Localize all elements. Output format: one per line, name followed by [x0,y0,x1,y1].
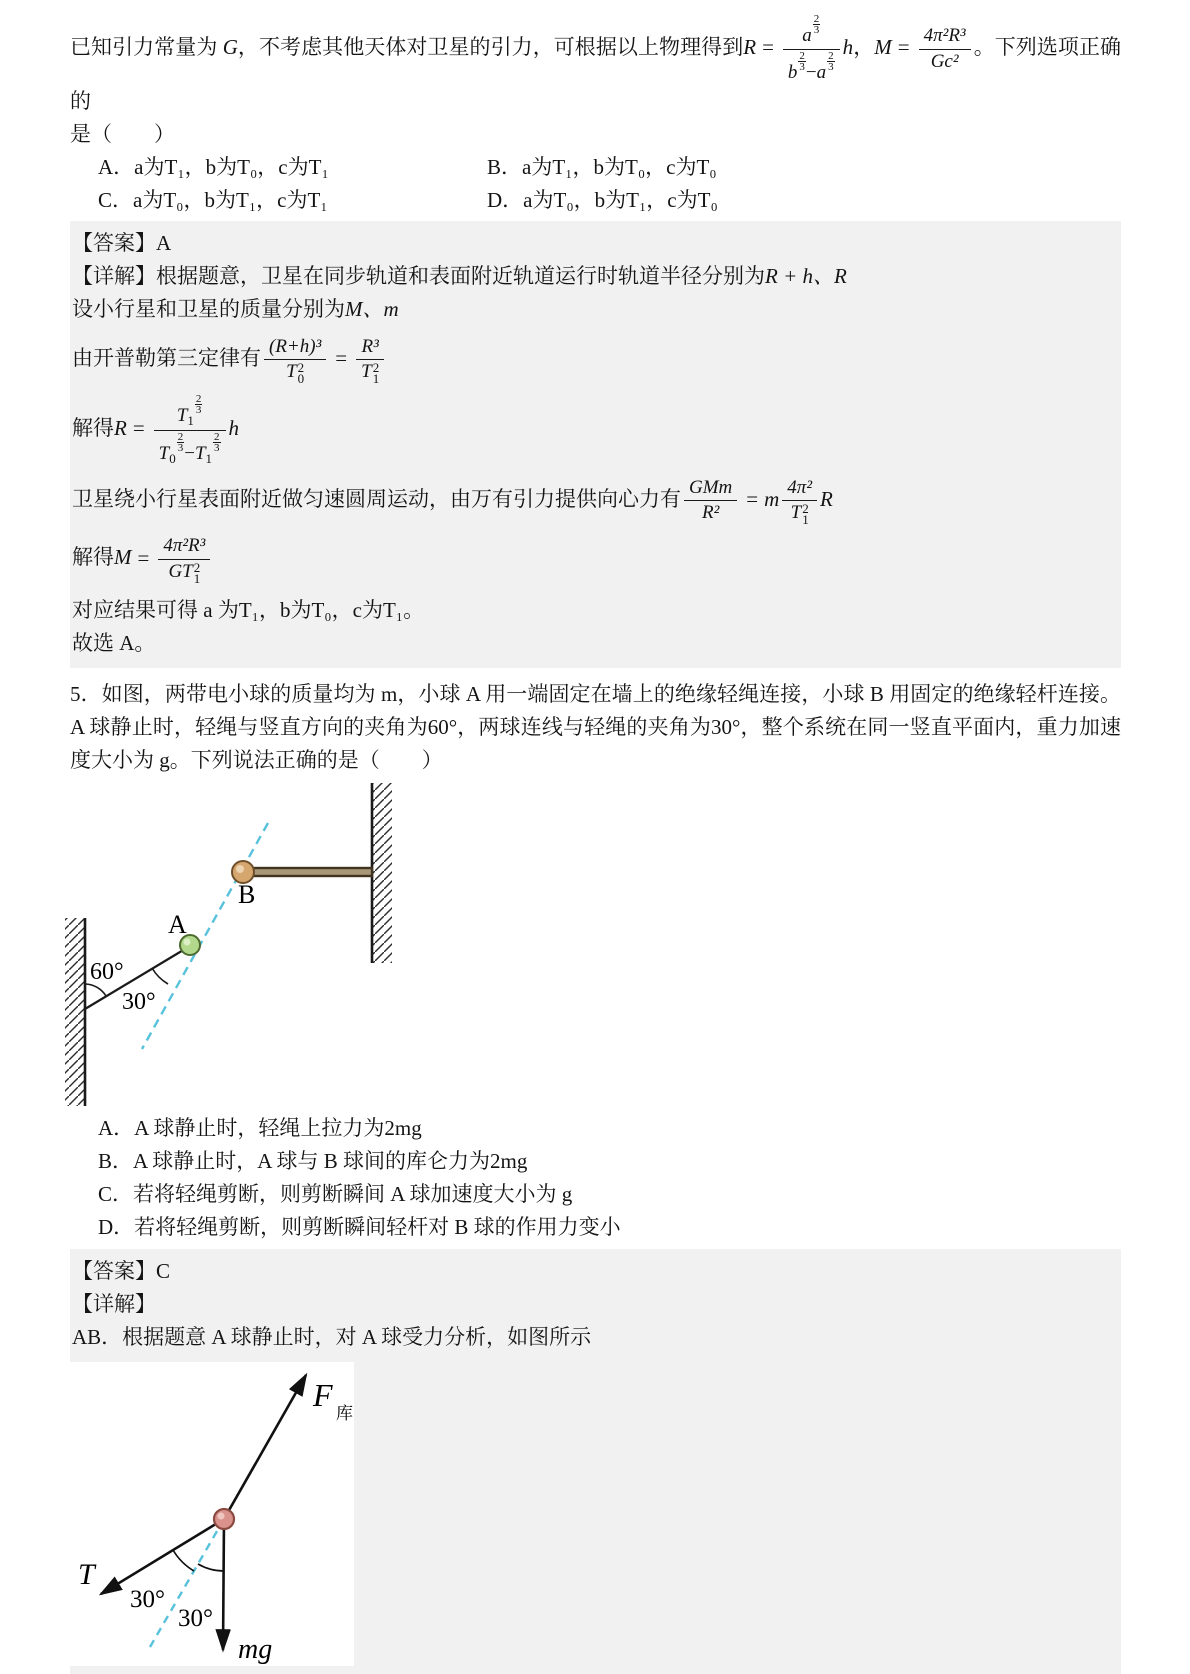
force-ball-highlight [218,1513,225,1520]
q4-answer-block [70,221,1121,669]
gravity-arrow [223,1519,224,1650]
q4-intro-line2: 是（ ） [70,121,175,146]
label-angle-60: 60° [90,959,124,986]
connecting-dashed-line [142,823,268,1049]
q5-detail-line: 【详解】 [72,1292,156,1317]
formula-R: R = a $\frac{2}{3}$ b $\frac{2}{3}$ −a $\frac{2}{3}$ h [743,13,854,83]
q5-figure [60,781,1121,1111]
label-force-angle-2: 30° [178,1605,213,1633]
q4-options-row2 [70,184,1121,217]
label-force-angle-1: 30° [130,1586,165,1614]
ball-B-highlight [236,865,244,873]
q4-detail-line2: 设小行星和卫星的质量分别为M、m [72,296,399,321]
force-angle-arc-left [173,1550,194,1571]
q5-figure-svg [60,781,400,1111]
tension-arrow [101,1519,224,1594]
q4-intro-paragraph: 已知引力常量为 G，不考虑其他天体对卫星的引力，可根据以上物理得到R = a $\frac{2}{3}$ b $\frac{2}{3}$ −a $\frac{2}{3}$ h，M = $\frac{\text{4π²R³}}{\text{Gc²}}$ 。下列选项正确的 [70,13,1122,113]
angle-arc-30 [152,968,168,984]
label-angle-30: 30° [122,989,156,1016]
q4-detail-line1: 【详解】根据题意，卫星在同步轨道和表面附近轨道运行时轨道半径分别为R + h、R [72,263,847,288]
q5-option-a: A．A 球静止时，轻绳上拉力为2mg [98,1116,422,1141]
q4-centripetal-formula: 卫星绕小行星表面附近做匀速圆周运动，由万有引力提供向心力有 $\frac{\text{GMm}}{\text{R²}}$ = m 4π² T 2 1 R [72,476,833,528]
angle-arc-60 [85,984,106,996]
label-A: A [168,910,187,940]
label-B: B [238,880,256,910]
force-diagram-svg [68,1362,354,1666]
force-ball [214,1509,234,1529]
q4-option-a: A．a为T₁，b为T₀，c为T₁ [98,154,329,179]
q4-solve-m-formula: 解得M = 4π²R³ GT 2 1 [72,535,1113,584]
q5-option-c: C．若将轻绳剪断，则剪断瞬间 A 球加速度大小为 g [98,1182,573,1207]
label-F: F [313,1377,333,1414]
q5-answer-block [70,1249,1121,1674]
left-wall-hatching [65,918,85,1106]
q5-option-b: B．A 球静止时，A 球与 B 球间的库仑力为2mg [98,1149,528,1174]
label-F-sub: 库 [336,1404,353,1424]
q4-answer-line: 【答案】A [72,230,172,255]
ball-A-highlight [184,939,191,946]
q5-paragraph: 5．如图，两带电小球的质量均为 m，小球 A 用一端固定在墙上的绝缘轻绳连接，小球 B 用固定的绝缘轻杆连接。A 球静止时，轻绳与竖直方向的夹角为60°，两球连线与轻绳的夹角为30°，整个系统在同一竖直平面内，重力加速度大小为 g。下列说法正确的是（ ） [70,682,1121,773]
label-T: T [78,1558,95,1592]
q5-ab-line: AB．根据题意 A 球静止时，对 A 球受力分析，如图所示 [72,1325,592,1350]
q4-solve-r-formula: 解得R = $T_1$ $\frac{2}{3}$ $T_0$ $\frac{2}{3}$ $-T_1$ $\frac{2}{3}$ h [72,393,240,466]
right-wall-hatching [372,783,392,963]
q4-kepler-formula: 由开普勒第三定律有 (R+h)³ T 2 0 = R³ T 2 1 [72,336,1113,385]
q5-options [70,1113,1121,1243]
force-diagram-panel [68,1362,354,1666]
q5-option-d: D．若将轻绳剪断，则剪断瞬间轻杆对 B 球的作用力变小 [98,1215,621,1240]
q5-answer-line: 【答案】C [72,1259,171,1284]
q4-options-row1 [70,151,1121,184]
coulomb-force-arrow [224,1375,306,1519]
q4-intro-text: 已知引力常量为 [70,35,223,60]
q4-option-d: D．a为T₀，b为T₁，c为T₀ [487,187,718,212]
q4-choice-line: 故选 A。 [72,631,156,656]
q4-result-line: 对应结果可得 a 为T₁，b为T₀，c为T₁。 [72,598,425,623]
label-mg: mg [238,1634,273,1666]
formula-M: M = $\frac{\text{4π²R³}}{\text{Gc²}}$ [874,35,973,59]
insulating-rod [252,868,372,876]
var-G: G [222,35,238,60]
q4-option-b: B．a为T₁，b为T₀，c为T₀ [487,154,717,179]
q4-option-c: C．a为T₀，b为T₁，c为T₁ [98,187,328,212]
force-angle-arc-right [198,1564,224,1571]
